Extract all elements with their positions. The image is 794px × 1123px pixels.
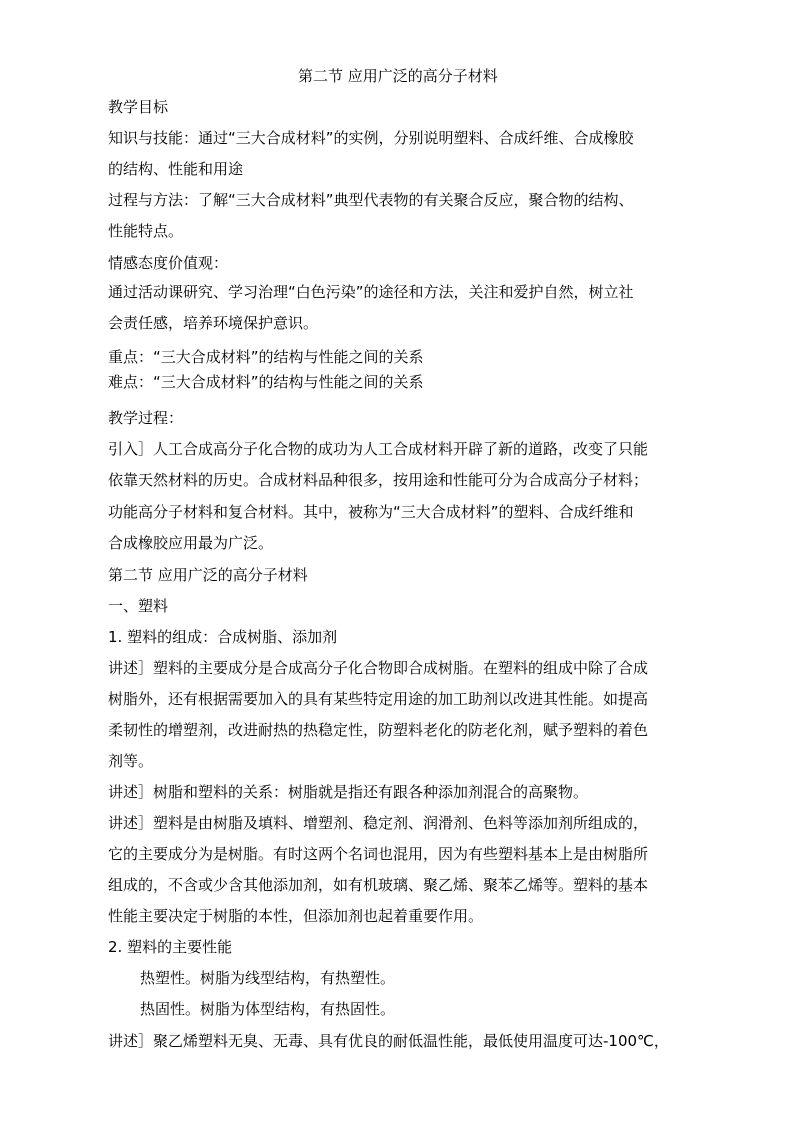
paragraph-line: 性能主要决定于树脂的本性，但添加剂也起着重要作用。	[108, 907, 484, 925]
paragraph-line: 知识与技能：通过“三大合成材料”的实例，分别说明塑料、合成纤维、合成橡胶	[108, 129, 634, 147]
paragraph-line: 柔韧性的增塑剂，改进耐热的热稳定性，防塑料老化的防老化剂，赋予塑料的着色	[108, 721, 649, 739]
paragraph-line: 组成的，不含或少含其他添加剂，如有机玻璃、聚乙烯、聚苯乙烯等。塑料的基本	[108, 876, 649, 894]
paragraph-line: 功能高分子材料和复合材料。其中，被称为“三大合成材料”的塑料、合成纤维和	[108, 503, 634, 521]
list-item: 热固性。树脂为体型结构，有热固性。	[140, 1000, 396, 1018]
paragraph-line: 讲述］塑料是由树脂及填料、增塑剂、稳定剂、润滑剂、色料等添加剂所组成的，	[108, 814, 649, 832]
key-point-line: 重点：“三大合成材料”的结构与性能之间的关系	[108, 348, 424, 366]
paragraph-line: 的结构、性能和用途	[108, 160, 244, 178]
paragraph-line: 通过活动课研究、学习治理“白色污染”的途径和方法，关注和爱护自然，树立社	[108, 283, 634, 301]
list-item: 热塑性。树脂为线型结构，有热塑性。	[140, 969, 396, 987]
paragraph-line: 树脂外，还有根据需要加入的具有某些特定用途的加工助剂以改进其性能。如提高	[108, 690, 649, 708]
paragraph-line: 会责任感，培养环境保护意识。	[108, 314, 319, 332]
subsection-heading: 一、塑料	[108, 597, 169, 615]
paragraph-line: 合成橡胶应用最为广泛。	[108, 534, 274, 552]
document-title: 第二节 应用广泛的高分子材料	[298, 67, 498, 85]
numbered-heading: 1. 塑料的组成：合成树脂、添加剂	[108, 628, 338, 646]
section-heading: 教学目标	[108, 98, 169, 116]
paragraph-line: 它的主要成分为是树脂。有时这两个名词也混用，因为有些塑料基本上是由树脂所	[108, 845, 649, 863]
paragraph-line: 依靠天然材料的历史。合成材料品种很多，按用途和性能可分为合成高分子材料；	[108, 471, 649, 489]
section-heading: 教学过程：	[108, 409, 184, 427]
difficulty-line: 难点：“三大合成材料”的结构与性能之间的关系	[108, 373, 424, 391]
paragraph-line: 剂等。	[108, 752, 154, 770]
paragraph-line: 讲述］树脂和塑料的关系：树脂就是指还有跟各种添加剂混合的高聚物。	[108, 783, 589, 801]
paragraph-line: 讲述］聚乙烯塑料无臭、无毒、具有优良的耐低温性能，最低使用温度可达-100℃，	[108, 1032, 669, 1050]
paragraph-line: 引入］人工合成高分子化合物的成功为人工合成材料开辟了新的道路，改变了只能	[108, 440, 649, 458]
numbered-heading: 2. 塑料的主要性能	[108, 938, 233, 956]
section-heading: 情感态度价值观：	[108, 254, 229, 272]
paragraph-line: 性能特点。	[108, 222, 184, 240]
paragraph-line: 讲述］塑料的主要成分是合成高分子化合物即合成树脂。在塑料的组成中除了合成	[108, 659, 649, 677]
section-heading: 第二节 应用广泛的高分子材料	[108, 566, 308, 584]
paragraph-line: 过程与方法：了解“三大合成材料”典型代表物的有关聚合反应，聚合物的结构、	[108, 191, 634, 209]
